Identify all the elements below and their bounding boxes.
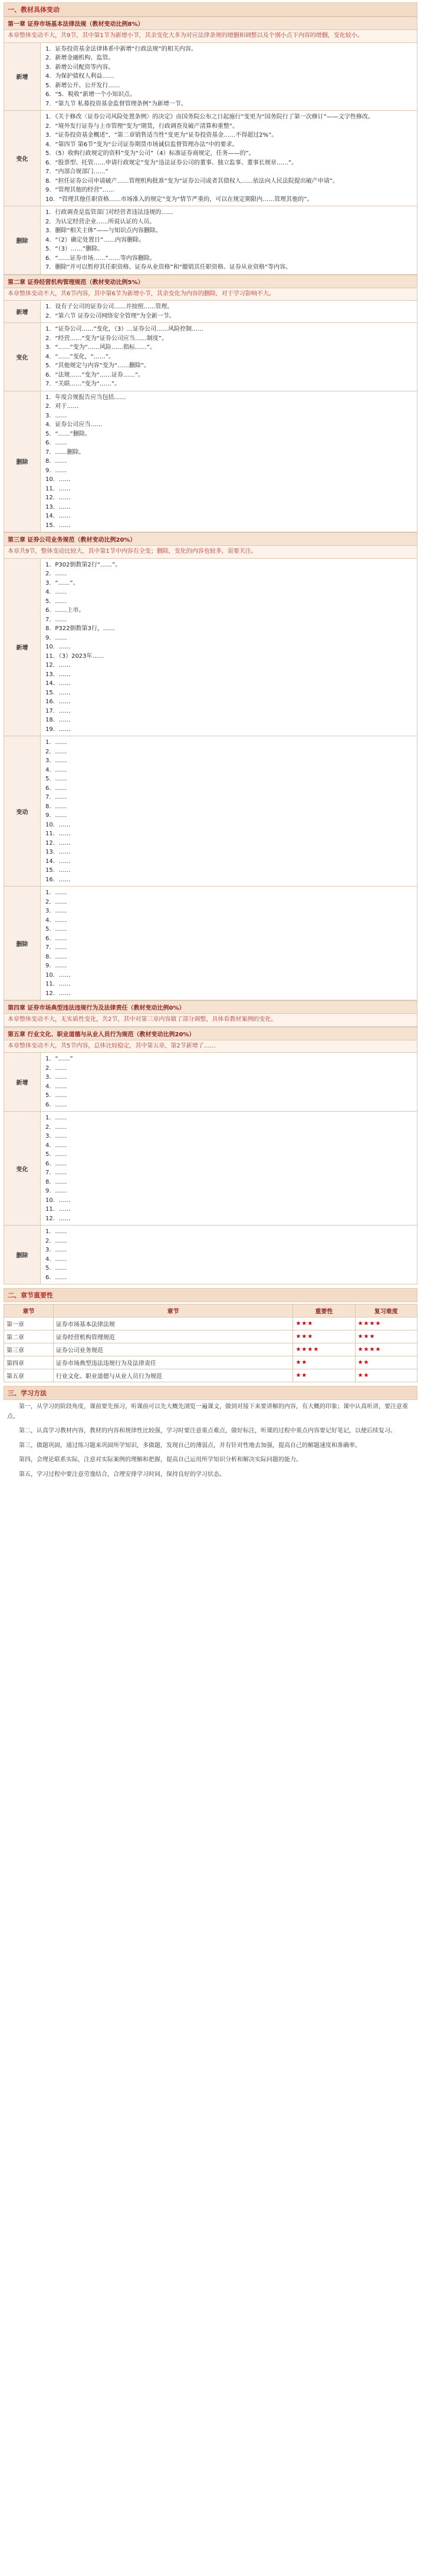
importance-header: 章节 bbox=[4, 1305, 54, 1317]
change-item: 11．…… bbox=[45, 485, 71, 492]
chapter-overview: 本章整体变动不大，共6节内容，其中第6节为新增小节，其余变化为内容的删除，对于学习影响不大。 bbox=[4, 288, 417, 301]
change-group-row bbox=[4, 301, 417, 323]
change-item: 1．证券投资基金法律体系中新增“行政法规”的相关内容。 bbox=[45, 45, 197, 52]
importance-row bbox=[4, 1330, 417, 1343]
chapter-number: 第三章 bbox=[4, 1343, 54, 1356]
change-item: 15．…… bbox=[45, 522, 71, 529]
change-item: 10．…… bbox=[45, 821, 71, 828]
change-item: 11．…… bbox=[45, 831, 71, 837]
change-item: 5．“……”删除。 bbox=[45, 430, 91, 437]
method-paragraph: 第一，从学习的阶段角度，课前要先预习，听课前可以先大概先浏览一遍课文，做到对接下来要讲解的内容，有大概的印象；课中认真听讲，要注意重点。 bbox=[7, 1404, 408, 1420]
change-group-row bbox=[4, 1112, 417, 1226]
change-item: 7．…… bbox=[45, 1170, 67, 1176]
chapter-title: 第五章 行业文化、职业道德与从业人员行为规范（教材变动比例20%） bbox=[4, 1027, 417, 1040]
chapter-number: 第一章 bbox=[4, 1317, 54, 1330]
change-item: 3．…… bbox=[45, 1133, 67, 1139]
change-item: 9．…… bbox=[45, 963, 67, 969]
chapter-title: 第二章 证券经营机构管理规范（教材变动比例5%） bbox=[4, 275, 417, 288]
change-item: 1．P302倒数第2行“……”。 bbox=[45, 561, 121, 568]
change-group-row bbox=[4, 391, 417, 532]
change-item: 6．…… bbox=[45, 1101, 67, 1108]
importance-body bbox=[4, 1317, 417, 1382]
change-item: 13．…… bbox=[45, 671, 71, 678]
method-paragraph: 第二，认真学习教材内容，教材的内容和规律性比较强，学习时要注意重点难点，做好标注，听课的过程中重点内容要记好笔记，以便后续复习。 bbox=[19, 1428, 396, 1434]
change-item: 2．…… bbox=[45, 1237, 67, 1244]
change-items bbox=[41, 1226, 417, 1284]
change-item: 2．对于…… bbox=[45, 403, 79, 410]
change-item: 2．为认定经营企业……所说认证的人员。 bbox=[45, 218, 156, 225]
chapter-table bbox=[4, 275, 417, 533]
chapter-title: 第四章 证券市场典型违法违规行为及法律责任（教材变动比例0%） bbox=[4, 1001, 417, 1014]
chapter-title-row bbox=[4, 1027, 417, 1040]
change-item: 5．…… bbox=[45, 1151, 67, 1158]
section-header-changes: 一、教材具体变动 bbox=[4, 2, 417, 17]
change-category: 新增 bbox=[4, 301, 41, 323]
section-header-importance: 二、章节重要性 bbox=[4, 1288, 417, 1302]
change-item: 13．…… bbox=[45, 503, 71, 510]
change-item: 12．…… bbox=[45, 839, 71, 846]
change-item: 5．…… bbox=[45, 926, 67, 933]
change-item: 6．…… bbox=[45, 1274, 67, 1281]
change-item: 4．…… bbox=[45, 589, 67, 595]
change-item: 1．《关于修改〈证券公司风险处置条例〉的决定》由国务院公布之日起施行”变更为“国务院行了第一次修订”——文字性修改。 bbox=[45, 114, 374, 120]
change-item: 18．…… bbox=[45, 717, 71, 723]
change-group-row bbox=[4, 42, 417, 111]
chapter-name: 证券市场典型违法违规行为及法律责任 bbox=[53, 1356, 293, 1369]
change-item: 4．“……”变化，“……”。 bbox=[45, 353, 115, 360]
change-item: 3．…… bbox=[45, 412, 67, 419]
change-item: 14．…… bbox=[45, 858, 71, 865]
change-group-row bbox=[4, 206, 417, 275]
change-item: 7．“内部合规部门……” bbox=[45, 169, 108, 175]
change-items bbox=[41, 1053, 417, 1112]
change-item: 19．…… bbox=[45, 726, 71, 733]
change-category: 变动 bbox=[4, 736, 41, 887]
change-item: 4．“第四节 第6节”变为“公司证券期货市场诚信监督管理办法”中的要求。 bbox=[45, 141, 238, 148]
importance-header: 复习难度 bbox=[355, 1305, 417, 1317]
change-item: 8．…… bbox=[45, 458, 67, 465]
change-item: 7．“关联……”变为“……”。 bbox=[45, 381, 121, 387]
change-items bbox=[41, 301, 417, 323]
difficulty-stars: ★★★ bbox=[355, 1330, 417, 1343]
change-item: 10．…… bbox=[45, 644, 71, 650]
method-paragraph: 第五，学习过程中要注意劳逸结合，合理安排学习时间，保持良好的学习状态。 bbox=[19, 1471, 225, 1478]
chapter-overview: 本章整体变动不大，共9节，其中第1节为新增小节，其余变化大多为对应法律条规的增删和调整以及个别小点下内容的增删，变化较小。 bbox=[4, 30, 417, 43]
chapter-name: 证券市场基本法律法规 bbox=[53, 1317, 293, 1330]
change-item: 11．…… bbox=[45, 981, 71, 987]
chapter-overview: 本章整体变动不大，无实质性变化，共2节，其中对第三章内容做了部分调整，具体看教材案例的变化。 bbox=[4, 1014, 417, 1027]
change-item: 4．…… bbox=[45, 766, 67, 773]
chapters-container bbox=[4, 17, 417, 1284]
change-group-row bbox=[4, 323, 417, 391]
chapter-overview-row bbox=[4, 30, 417, 43]
chapter-overview-row bbox=[4, 1014, 417, 1027]
change-item: 9．…… bbox=[45, 467, 67, 474]
change-category: 删除 bbox=[4, 391, 41, 532]
change-item: 8．…… bbox=[45, 1178, 67, 1185]
difficulty-stars: ★★ bbox=[355, 1369, 417, 1382]
change-category: 变化 bbox=[4, 323, 41, 391]
importance-row bbox=[4, 1317, 417, 1330]
change-item: 3．…… bbox=[45, 757, 67, 764]
change-group-row bbox=[4, 1226, 417, 1284]
change-item: 12．…… bbox=[45, 662, 71, 668]
importance-header: 重要性 bbox=[293, 1305, 355, 1317]
change-item: 15．…… bbox=[45, 867, 71, 874]
change-item: 5．…… bbox=[45, 1092, 67, 1099]
chapter-overview: 本章共9节，整体变动比较大，其中第1节中内容有全变；删除，变化的内容也较多，需要关注。 bbox=[4, 546, 417, 559]
change-item: 9．…… bbox=[45, 1188, 67, 1194]
change-item: 5．…… bbox=[45, 776, 67, 782]
change-item: 11．（3）2023年…… bbox=[45, 653, 104, 660]
change-item: 2．…… bbox=[45, 1065, 67, 1072]
chapter-name: 证券公司业务规范 bbox=[53, 1343, 293, 1356]
chapter-table bbox=[4, 1027, 417, 1285]
change-item: 8．…… bbox=[45, 953, 67, 960]
importance-table bbox=[4, 1304, 417, 1382]
change-category: 删除 bbox=[4, 1226, 41, 1284]
change-item: 7．……删除。 bbox=[45, 449, 85, 456]
chapter-title-row bbox=[4, 533, 417, 546]
importance-stars: ★★★ bbox=[293, 1330, 355, 1343]
change-item: 10．“管理其他任职资格……市场准入的规定”变为“情节严重的，可以在规定期限内……管理其他的”。 bbox=[45, 196, 313, 203]
change-item: 8．“担任证券公司申请破产……管理机构批准”变为“证券公司或者其债权人……依法向人民法院提出破产申请”。 bbox=[45, 177, 339, 185]
change-item: 13．…… bbox=[45, 849, 71, 855]
change-category: 删除 bbox=[4, 206, 41, 275]
change-item: 4．…… bbox=[45, 1256, 67, 1263]
change-item: 6．“股票型、托管……申请行政规定”变为“违法证券公司的董事、独立监事、董事长规章……”。 bbox=[45, 159, 298, 166]
importance-stars: ★★ bbox=[293, 1369, 355, 1382]
change-group-row bbox=[4, 111, 417, 206]
change-item: 1．…… bbox=[45, 1228, 67, 1235]
change-item: 2．…… bbox=[45, 1124, 67, 1131]
change-item: 16．…… bbox=[45, 699, 71, 705]
change-item: 9．“管理其他的经营”…… bbox=[45, 187, 114, 193]
change-item: 3．…… bbox=[45, 908, 67, 914]
change-item: 8．P322倒数第3行，…… bbox=[45, 625, 115, 632]
change-item: 6．……上市。 bbox=[45, 607, 85, 614]
change-group-row bbox=[4, 558, 417, 736]
change-item: 1．设有子公司的证券公司……并按照……管理。 bbox=[45, 304, 173, 310]
method-paragraph: 第四，会理论联系实际，注意对实际案例的理解和把握，提高自己运用所学知识分析和解决实际问题的能力。 bbox=[19, 1457, 302, 1463]
change-item: 7．“第九节 私募投资基金监督管理条例”为新增一节。 bbox=[45, 100, 187, 107]
change-item: 15．…… bbox=[45, 689, 71, 696]
change-item: 1．“……” bbox=[45, 1056, 73, 1062]
chapter-table bbox=[4, 532, 417, 1000]
method-container bbox=[4, 1400, 417, 1482]
change-item: 2．“第六节 证券公司网络安全管理”为全新一节。 bbox=[45, 312, 175, 319]
importance-stars: ★★★ bbox=[293, 1317, 355, 1330]
change-item: 2．…… bbox=[45, 571, 67, 577]
change-item: 1．“证券公司……”变化，（3）…证券公司……风险控制…… bbox=[45, 326, 204, 332]
importance-row bbox=[4, 1356, 417, 1369]
change-item: 7．…… bbox=[45, 616, 67, 623]
importance-stars: ★★ bbox=[293, 1356, 355, 1369]
change-group-row bbox=[4, 1053, 417, 1112]
change-items bbox=[41, 736, 417, 887]
change-item: 11．…… bbox=[45, 1206, 71, 1213]
chapter-overview-row bbox=[4, 288, 417, 301]
change-item: 3．…… bbox=[45, 1247, 67, 1253]
change-items bbox=[41, 558, 417, 736]
change-item: 4．…… bbox=[45, 1142, 67, 1149]
chapter-title: 第一章 证券市场基本法律法规（教材变动比例8%） bbox=[4, 17, 417, 30]
change-item: 3．删除“相关主体”——与知识点内容删除。 bbox=[45, 228, 162, 234]
change-item: 6．…… bbox=[45, 935, 67, 942]
change-item: 5．新增公开、公开发行…… bbox=[45, 82, 120, 89]
change-item: 2．“境外发行证券与上市管理”变为“期货，行政调查及破产清算和重整”。 bbox=[45, 123, 239, 130]
change-item: 2．…… bbox=[45, 898, 67, 905]
chapter-overview: 本章整体变动不大，共5节内容，总体比较稳定，其中第五章，第2节新增了…… bbox=[4, 1040, 417, 1053]
change-category: 新增 bbox=[4, 42, 41, 111]
change-item: 4．“（2）确定处置日”……内容删除。 bbox=[45, 236, 145, 243]
change-item: 12．…… bbox=[45, 495, 71, 501]
change-item: 3．“……”。 bbox=[45, 579, 79, 587]
change-item: 5．“其他规定与内容”变为“……删除”。 bbox=[45, 363, 150, 369]
chapter-title: 第三章 证券公司业务规范（教材变动比例20%） bbox=[4, 533, 417, 546]
importance-row bbox=[4, 1343, 417, 1356]
section-header-method: 三、学习方法 bbox=[4, 1386, 417, 1400]
chapter-number: 第四章 bbox=[4, 1356, 54, 1369]
chapter-name: 行业文化、职业道德与从业人员行为规范 bbox=[53, 1369, 293, 1382]
change-items bbox=[41, 206, 417, 275]
change-item: 4．…… bbox=[45, 917, 67, 924]
change-item: 5．…… bbox=[45, 1265, 67, 1271]
change-item: 3．…… bbox=[45, 1074, 67, 1081]
change-item: 1．…… bbox=[45, 739, 67, 746]
difficulty-stars: ★★★★ bbox=[355, 1343, 417, 1356]
change-item: 7．删除“并可以暂停其任职资格、证券从业资格”和“撤销其任职资格、证券从业资格”等内容。 bbox=[45, 264, 292, 271]
change-group-row bbox=[4, 887, 417, 1000]
chapter-number: 第二章 bbox=[4, 1330, 54, 1343]
change-item: 10．…… bbox=[45, 476, 71, 483]
change-item: 5．…… bbox=[45, 598, 67, 605]
chapter-overview-row bbox=[4, 1040, 417, 1053]
change-item: 1．年度合规报告应当包括…… bbox=[45, 394, 126, 401]
change-item: 6．“法规……”变为“……证券……”。 bbox=[45, 371, 144, 378]
chapter-title-row bbox=[4, 17, 417, 30]
chapter-title-row bbox=[4, 275, 417, 288]
change-item: 2．…… bbox=[45, 748, 67, 755]
change-items bbox=[41, 111, 417, 206]
change-item: 10．…… bbox=[45, 971, 71, 979]
change-item: 4．证券公司应当…… bbox=[45, 421, 103, 428]
difficulty-stars: ★★★★ bbox=[355, 1317, 417, 1330]
change-item: 9．…… bbox=[45, 812, 67, 819]
change-items bbox=[41, 887, 417, 1000]
change-item: 6．…… bbox=[45, 440, 67, 446]
change-item: 1．…… bbox=[45, 890, 67, 896]
change-item: 1．行政调查是监管部门对经营者违法违规的…… bbox=[45, 209, 173, 216]
importance-row bbox=[4, 1369, 417, 1382]
change-item: 14．…… bbox=[45, 680, 71, 687]
change-category: 删除 bbox=[4, 887, 41, 1000]
change-items bbox=[41, 391, 417, 532]
change-item: 14．…… bbox=[45, 513, 71, 519]
change-item: 12．…… bbox=[45, 990, 71, 997]
change-item: 17．…… bbox=[45, 707, 71, 714]
change-item: 12．…… bbox=[45, 1215, 71, 1222]
difficulty-stars: ★★ bbox=[355, 1356, 417, 1369]
importance-header-row bbox=[4, 1305, 417, 1317]
change-item: 3．新增公司配资等内容。 bbox=[45, 64, 114, 71]
change-item: 4．…… bbox=[45, 1083, 67, 1090]
change-category: 变化 bbox=[4, 111, 41, 206]
change-item: 7．…… bbox=[45, 794, 67, 801]
importance-header: 章节 bbox=[53, 1305, 293, 1317]
method-paragraph: 第三，做题巩固，通过练习题来巩固所学知识，多做题，发现自己的薄弱点，并有针对性地去加强，提高自己的解题速度和准确率。 bbox=[19, 1442, 361, 1449]
change-item: 5．“（3）……”删除。 bbox=[45, 246, 104, 252]
chapter-name: 证券经营机构管理规范 bbox=[53, 1330, 293, 1343]
change-item: 7．…… bbox=[45, 944, 67, 951]
chapter-number: 第五章 bbox=[4, 1369, 54, 1382]
change-item: 2．“经营……”变为“证券公司应当……制度”。 bbox=[45, 335, 168, 342]
change-item: 6．…… bbox=[45, 785, 67, 792]
change-items bbox=[41, 1112, 417, 1226]
change-item: 8．…… bbox=[45, 803, 67, 810]
change-item: 5．（5）收购行政规定的资料”变为“公司”（4）标准证券商规定，任务——的”。 bbox=[45, 150, 255, 157]
chapter-overview-row bbox=[4, 546, 417, 559]
change-item: 10．…… bbox=[45, 1197, 71, 1204]
change-category: 新增 bbox=[4, 1053, 41, 1112]
change-items bbox=[41, 323, 417, 391]
chapter-title-row bbox=[4, 1001, 417, 1014]
change-item: 3．“证券投资基金概述”，“第二章销售适当性”变更为“证券投资基金……不得超过2%”。 bbox=[45, 132, 278, 139]
change-item: 6．“5．税收”新增一个小知识点。 bbox=[45, 91, 136, 98]
change-category: 变化 bbox=[4, 1112, 41, 1226]
change-item: 6．…… bbox=[45, 1160, 67, 1167]
change-category: 新增 bbox=[4, 558, 41, 736]
change-item: 3．“……”变为“……风险……指标……”。 bbox=[45, 344, 156, 351]
change-group-row bbox=[4, 736, 417, 887]
change-item: 16．…… bbox=[45, 876, 71, 883]
change-item: 6．“……证券市场……”……等内容删除。 bbox=[45, 255, 156, 262]
chapter-table bbox=[4, 17, 417, 275]
change-item: 1．…… bbox=[45, 1115, 67, 1121]
change-item: 2．新增金融机构、监管。 bbox=[45, 55, 114, 61]
change-items bbox=[41, 42, 417, 111]
change-item: 9．…… bbox=[45, 634, 67, 641]
change-item: 4．为保护债权人利益…… bbox=[45, 73, 114, 80]
importance-stars: ★★★★ bbox=[293, 1343, 355, 1356]
chapter-table bbox=[4, 1000, 417, 1027]
